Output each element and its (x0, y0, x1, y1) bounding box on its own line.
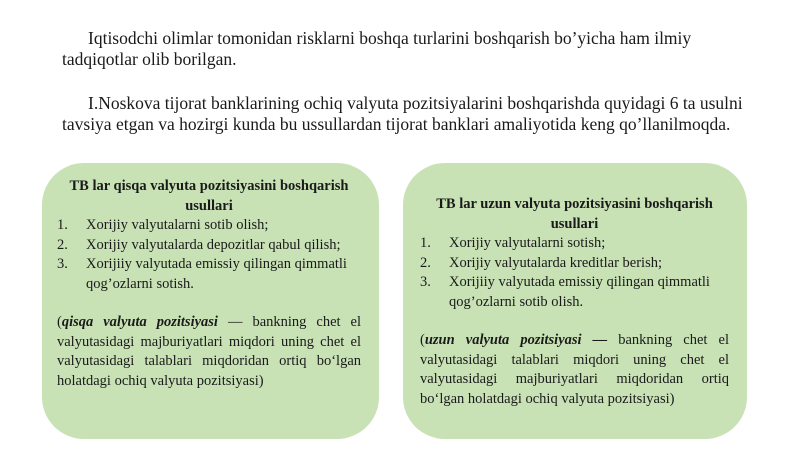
list-item-text: Xorijiy valyutalarda depozitlar qabul qilish; (86, 236, 341, 253)
list-item-text: Xorijiy valyutalarni sotish; (449, 235, 606, 251)
short-position-title: TB lar qisqa valyuta pozitsiyasini boshqarish usullari (69, 178, 349, 214)
methods-paragraph: I.Noskova tijorat banklarining ochiq valyuta pozitsiyalarini boshqarishda quyidagi 6 ta usulni tavsiya etgan va hozirgi kunda bu ussullardan tijorat banklari amaliyotida keng qo’llanilmoqda. (62, 93, 743, 134)
long-position-term: uzun valyuta pozitsiyasi — (424, 332, 608, 348)
long-position-definition (420, 331, 729, 409)
short-position-definition (57, 313, 361, 391)
list-item (57, 255, 361, 294)
list-item-number: 2. (57, 236, 68, 253)
note-open-paren: ( (420, 332, 425, 348)
list-item (420, 254, 729, 274)
list-item-text: Xorijiy valyutalarni sotib olish; (86, 217, 269, 233)
intro-paragraph: Iqtisodchi olimlar tomonidan risklarni boshqa turlarini boshqarish bo’yicha ham ilmiy tadqiqotlar olib borilgan. (62, 28, 692, 69)
list-item-text: Xorijiiy valyutada emissiy qilingan qimmatli qog’ozlarni sotib olish. (449, 274, 710, 310)
short-position-term: qisqa valyuta pozitsiyasi (61, 314, 218, 330)
long-position-definition-text: bankning chet el valyutasidagi talablari miqdori uning chet el valyutasidagi majburiyatlari miqdoridan ortiq bo‘lgan holatdagi ochiq valyuta pozitsiyasi) (420, 332, 729, 407)
short-position-methods-list (57, 216, 361, 294)
list-item-number: 1. (57, 217, 68, 233)
list-item (57, 216, 361, 236)
list-item-number: 1. (420, 235, 431, 251)
list-item (420, 273, 729, 312)
long-position-box (403, 163, 747, 439)
long-position-title: TB lar uzun valyuta pozitsiyasini boshqarish usullari (436, 196, 713, 232)
short-position-definition-text: — bankning chet el valyutasidagi majburiyatlari miqdori uning chet el valyutasidagi talablari miqdoridan ortiq bo‘lgan holatdagi ochiq valyuta pozitsiyasi) (57, 314, 361, 389)
list-item-text: Xorijiy valyutalarda kreditlar berish; (449, 254, 662, 271)
list-item-text: Xorijiiy valyutada emissiy qilingan qimmatli qog’ozlarni sotish. (86, 256, 347, 292)
list-item-number: 3. (57, 256, 68, 272)
note-open-paren: ( (57, 314, 62, 330)
long-position-methods-list (420, 234, 729, 312)
list-item-number: 2. (420, 254, 431, 271)
list-item-number: 3. (420, 274, 431, 290)
list-item (57, 236, 361, 256)
list-item (420, 234, 729, 254)
short-position-box (42, 163, 379, 439)
